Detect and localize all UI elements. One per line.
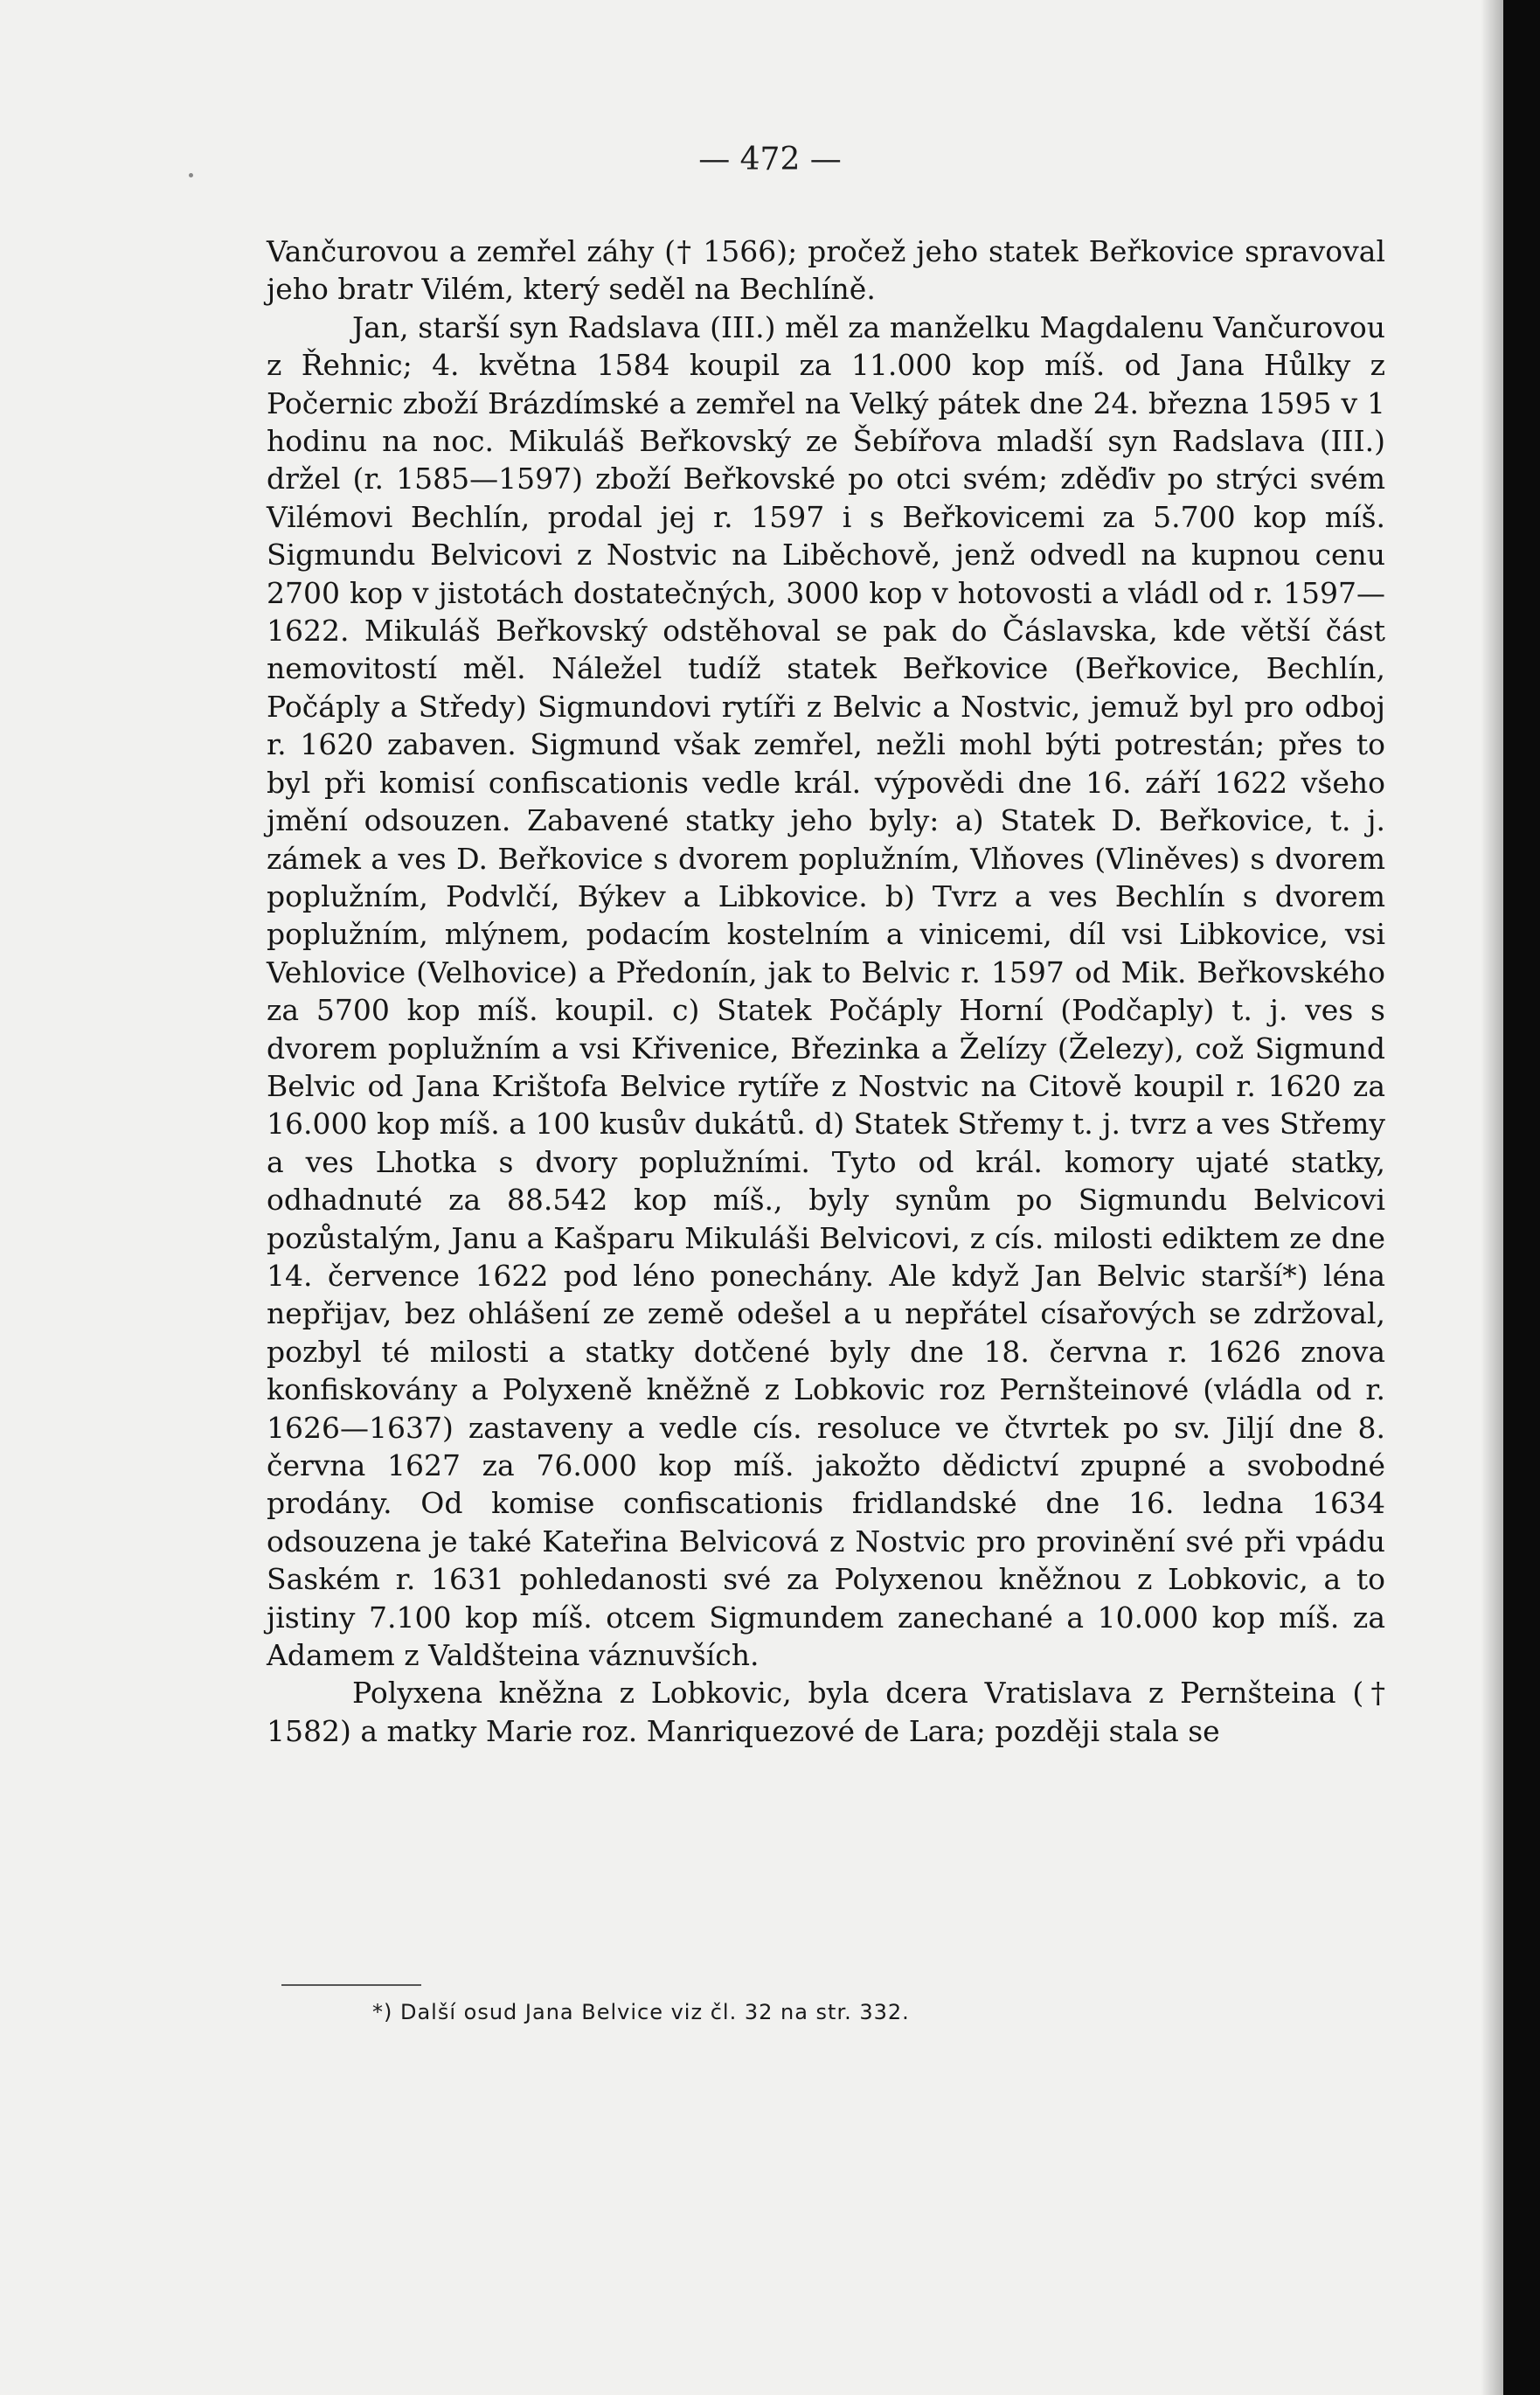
- paragraph-3: Polyxena kněžna z Lobkovic, byla dcera Vratislava z Pernšteina († 1582) a matky Marie roz. Manriquezové de Lara; později stala se: [267, 1676, 1385, 1748]
- binding-shadow: [1481, 0, 1503, 2395]
- footnote: *) Další osud Jana Belvice viz čl. 32 na str. 332.: [372, 2000, 910, 2024]
- body-text: [267, 233, 1385, 1750]
- footnote-rule: [281, 1984, 421, 1986]
- page-number: — 472 —: [698, 142, 842, 177]
- paragraph-2: Jan, starší syn Radslava (III.) měl za manželku Magdalenu Vančurovou z Řehnic; 4. května 1584 koupil za 11.000 kop míš. od Jana Hůlky z Počernic zboží Brázdímské a zemřel na Velký pátek dne 24. března 1595 v 1 hodinu na noc. Mikuláš Beřkovský ze Šebířova mladší syn Radslava (III.) držel (r. 1585—1597) zboží Beřkovské po otci svém; zděďiv po strýci svém Vilémovi Bechlín, prodal jej r. 1597 i s Beřkovicemi za 5.700 kop míš. Sigmundu Belvicovi z Nostvic na Liběchově, jenž odvedl na kupnou cenu 2700 kop v jistotách dostatečných, 3000 kop v hotovosti a vládl od r. 1597—1622. Mikuláš Beřkovský odstěhoval se pak do Čáslavska, kde větší část nemovitostí měl. Náležel tudíž statek Beřkovice (Beřkovice, Bechlín, Počáply a Středy) Sigmundovi rytíři z Belvic a Nostvic, jemuž byl pro odboj r. 1620 zabaven. Sigmund však zemřel, nežli mohl býti potrestán; přes to byl při komisí confiscationis vedle král. výpovědi dne 16. září 1622 všeho jmění odsouzen. Zabavené statky jeho byly: a) Statek D. Beřkovice, t. j. zámek a ves D. Beřkovice s dvorem poplužním, Vlňoves (Vliněves) s dvorem poplužním, Podvlčí, Býkev a Libkovice. b) Tvrz a ves Bechlín s dvorem poplužním, mlýnem, podacím kostelním a vinicemi, díl vsi Libkovice, vsi Vehlovice (Velhovice) a Předonín, jak to Belvic r. 1597 od Mik. Beřkovského za 5700 kop míš. koupil. c) Statek Počáply Horní (Podčaply) t. j. ves s dvorem poplužním a vsi Křivenice, Březinka a Želízy (Železy), což Sigmund Belvic od Jana Krištofa Belvice rytíře z Nostvic na Citově koupil r. 1620 za 16.000 kop míš. a 100 kusův dukátů. d) Statek Střemy t. j. tvrz a ves Střemy a ves Lhotka s dvory poplužními. Tyto od král. komory ujaté statky, odhadnuté za 88.542 kop míš., byly synům po Sigmundu Belvicovi pozůstalým, Janu a Kašparu Mikuláši Belvicovi, z cís. milosti ediktem ze dne 14. července 1622 pod léno ponechány. Ale když Jan Belvic starší*) léna nepřijav, bez ohlášení ze země odešel a u nepřátel císařových se zdržoval, pozbyl té milosti a statky dotčené byly dne 18. června r. 1626 znova konfiskovány a Polyxeně kněžně z Lobkovic roz Pernšteinové (vládla od r. 1626—1637) zastaveny a vedle cís. resoluce ve čtvrtek po sv. Jiljí dne 8. června 1627 za 76.000 kop míš. jakožto dědictví zpupné a svobodné prodány. Od komise confiscationis fridlandské dne 16. ledna 1634 odsouzena je také Kateřina Belvicová z Nostvic pro provinění své při vpádu Saském r. 1631 pohledanosti své za Polyxenou kněžnou z Lobkovic, a to jistiny 7.100 kop míš. otcem Sigmundem zanechané a 10.000 kop míš. za Adamem z Valdšteina váznuvších.: [267, 309, 1385, 1673]
- paragraph-1: Vančurovou a zemřel záhy († 1566); pročež jeho statek Beřkovice spravoval jeho bratr Vilém, který seděl na Bechlíně.: [267, 234, 1385, 307]
- scan-edge: [1503, 0, 1540, 2395]
